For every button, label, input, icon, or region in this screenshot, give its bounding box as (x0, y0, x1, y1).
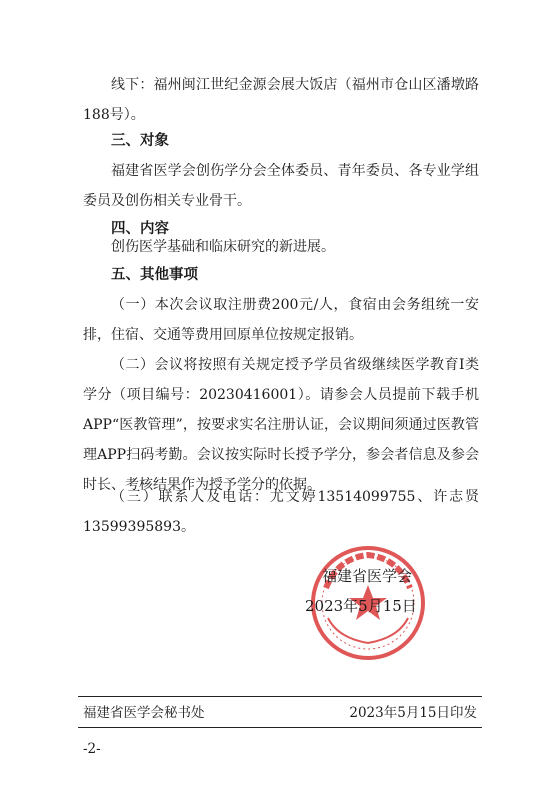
venue-paragraph: 线下：福州闽江世纪金源会展大饭店（福州市仓山区潘墩路188号）。 (83, 77, 479, 123)
other-item-2: （二）会议将按照有关规定授予学员省级继续医学教育Ⅰ类学分（项目编号：20230416001）。请参会人员提前下载手机APP“医教管理”，按要求实名注册认证，会议期间须通过医教管理APP扫码考勤。会议按实际时长授予学分，参会者信息及参会时长、考核结果作为授予学分的依据。 (83, 357, 479, 493)
section-heading-content: 四、内容 (111, 221, 169, 237)
footer-print-date: 2023年5月15日印发 (349, 705, 477, 721)
other-item-3: （三）联系人及电话：尤文婷13514099755、许志贤13599395893。 (83, 489, 479, 535)
footer-top-rule (78, 696, 482, 697)
other-item-1: （一）本次会议取注册费200元/人，食宿由会务组统一安排，住宿、交通等费用回原单位按规定报销。 (83, 297, 479, 343)
signature-date: 2023年5月15日 (305, 597, 417, 615)
audience-paragraph: 福建省医学会创伤学分会全体委员、青年委员、各专业学组委员及创伤相关专业骨干。 (83, 163, 479, 209)
signature-organization: 福建省医学会 (322, 567, 413, 585)
footer-bottom-rule (78, 727, 482, 728)
section-heading-audience: 三、对象 (111, 133, 169, 149)
page-number: -2- (83, 741, 101, 757)
section-heading-other: 五、其他事项 (111, 267, 198, 283)
content-paragraph: 创伤医学基础和临床研究的新进展。 (111, 239, 335, 255)
footer-issuer: 福建省医学会秘书处 (83, 705, 205, 721)
